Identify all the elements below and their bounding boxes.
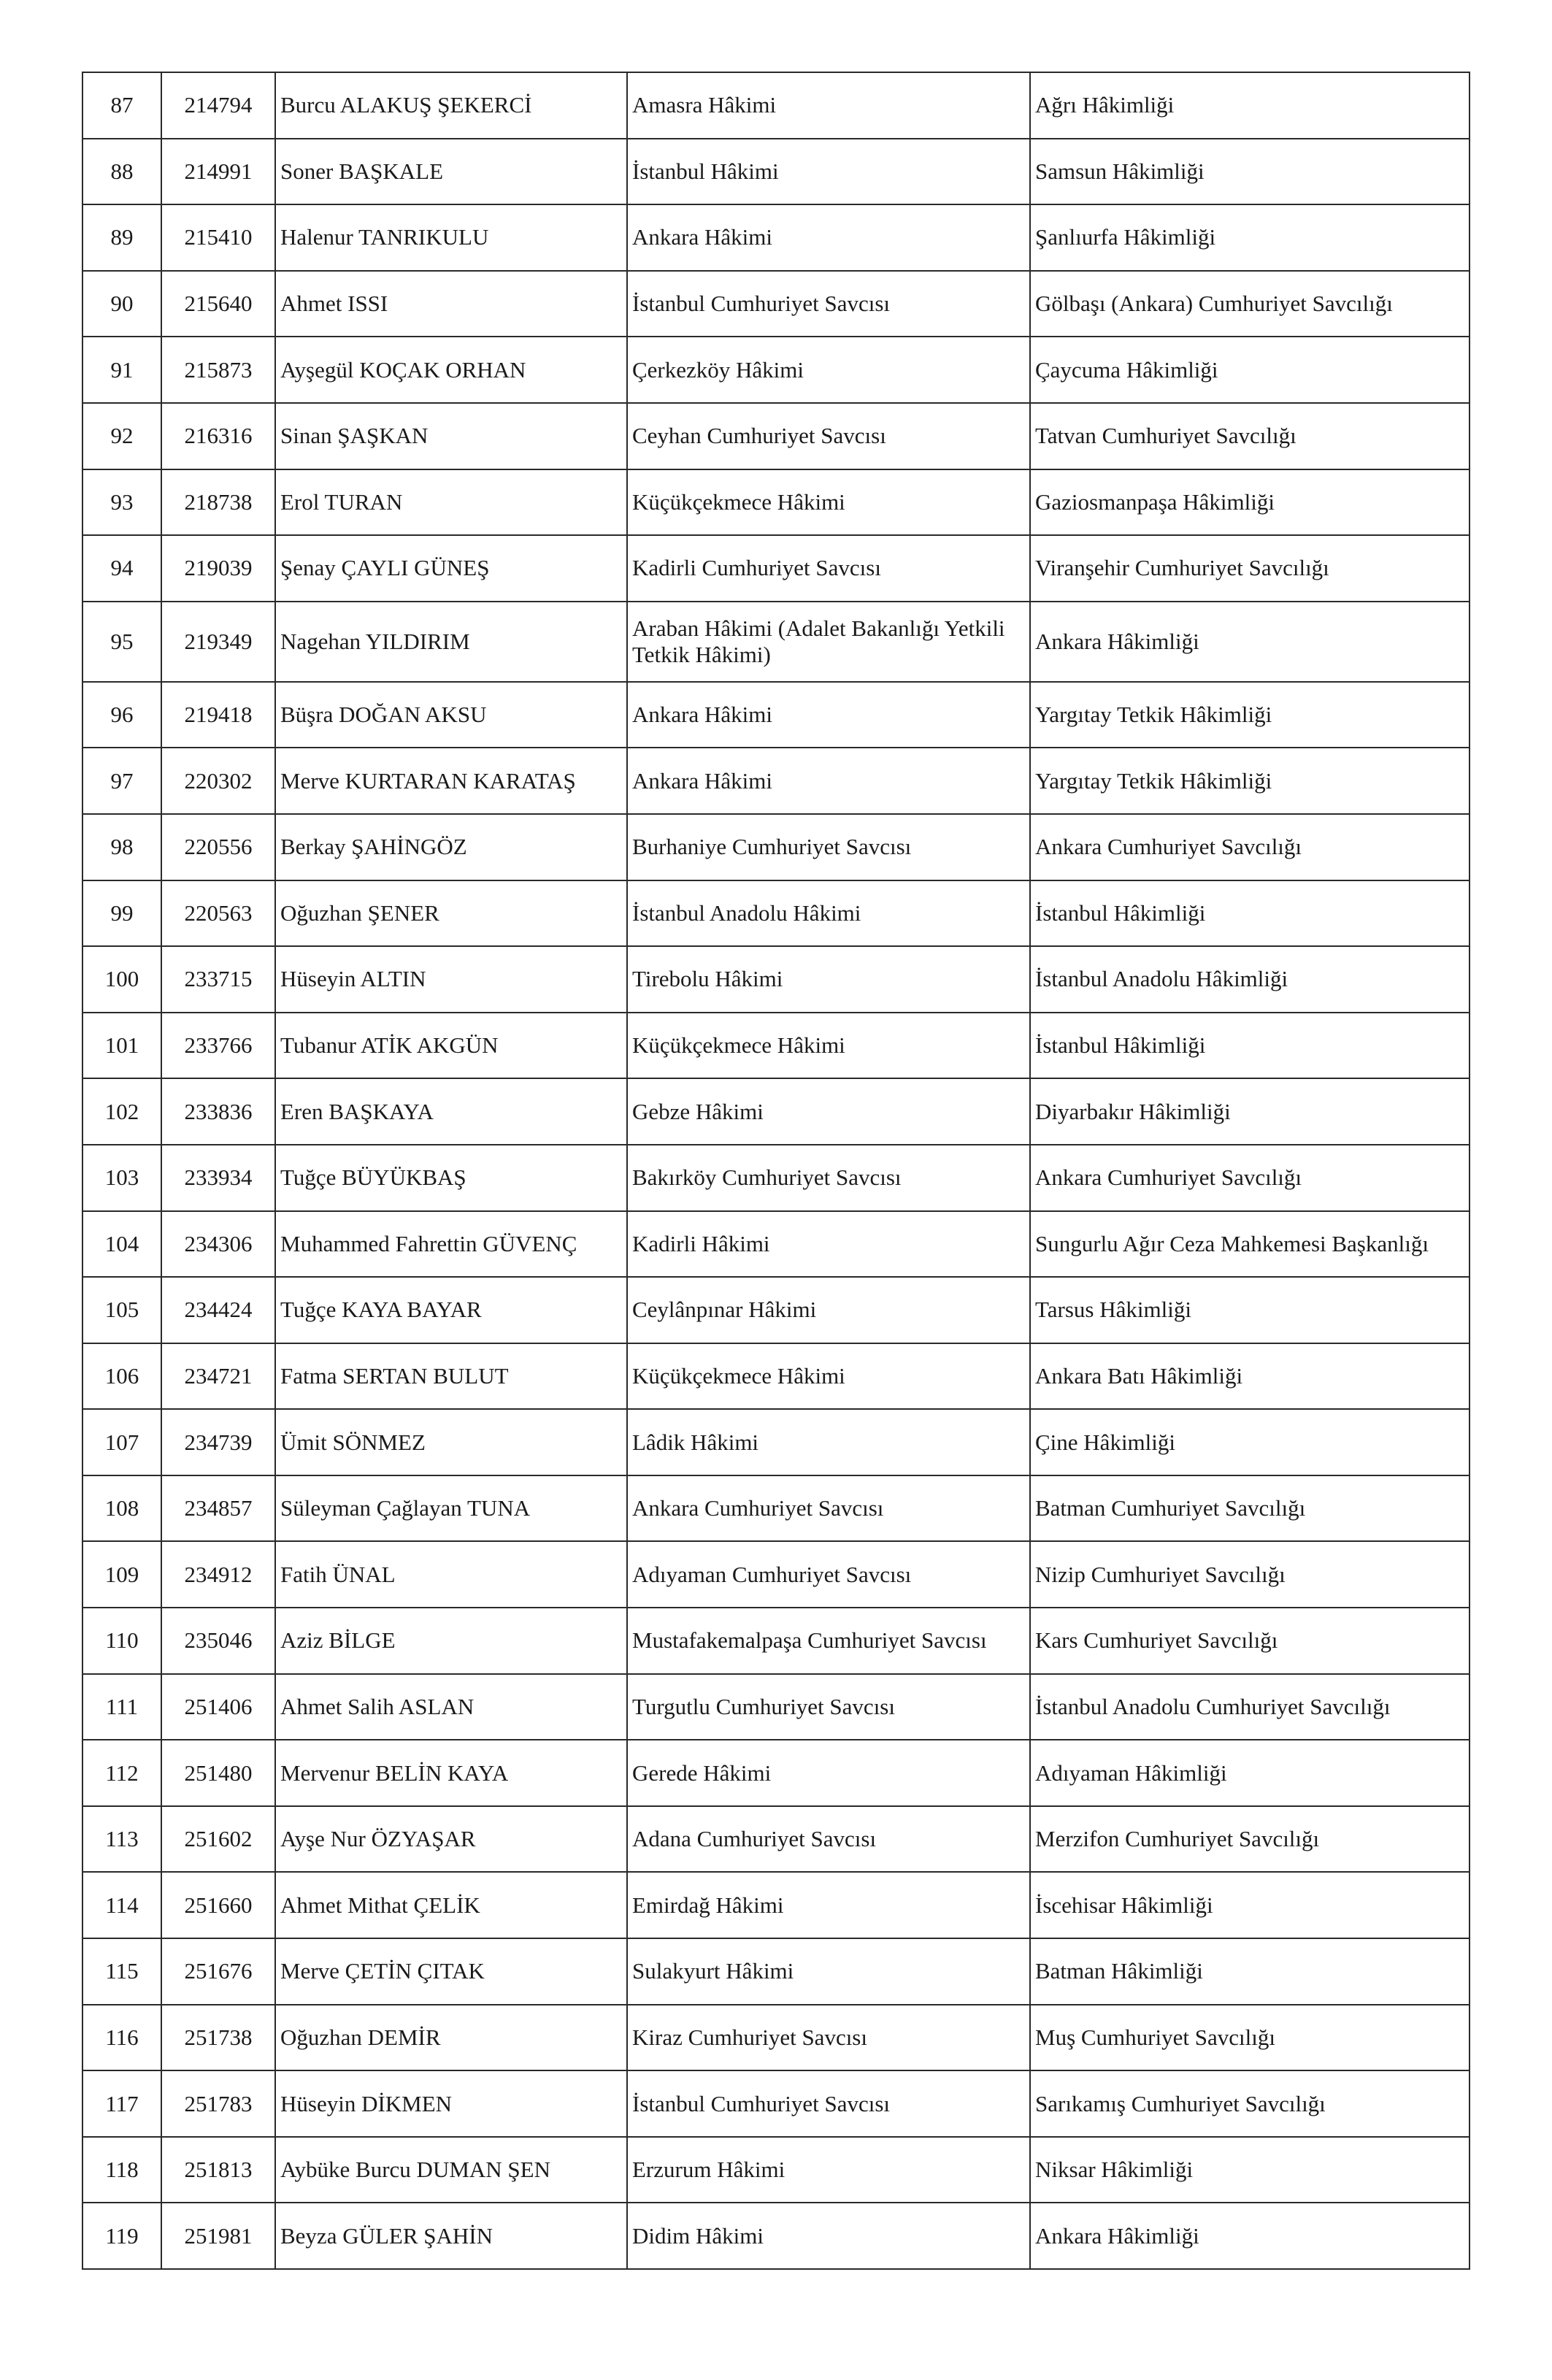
- person-name: Hüseyin ALTIN: [275, 946, 627, 1013]
- person-name: Nagehan YILDIRIM: [275, 602, 627, 682]
- appointed-position: Adıyaman Hâkimliği: [1030, 1740, 1470, 1806]
- appointed-position: Çaycuma Hâkimliği: [1030, 337, 1470, 403]
- person-name: Soner BAŞKALE: [275, 139, 627, 205]
- row-number: 113: [82, 1806, 161, 1873]
- registry-number: 219039: [161, 535, 275, 602]
- row-number: 105: [82, 1277, 161, 1343]
- table-row: [82, 1475, 1470, 1542]
- registry-number: 234306: [161, 1211, 275, 1278]
- row-number: 108: [82, 1475, 161, 1542]
- current-position: Amasra Hâkimi: [627, 72, 1030, 139]
- appointed-position: Gaziosmanpaşa Hâkimliği: [1030, 469, 1470, 536]
- person-name: Şenay ÇAYLI GÜNEŞ: [275, 535, 627, 602]
- row-number: 98: [82, 814, 161, 880]
- appointed-position: Muş Cumhuriyet Savcılığı: [1030, 2005, 1470, 2071]
- row-number: 100: [82, 946, 161, 1013]
- person-name: Ayşe Nur ÖZYAŞAR: [275, 1806, 627, 1873]
- person-name: Erol TURAN: [275, 469, 627, 536]
- row-number: 111: [82, 1674, 161, 1740]
- appointed-position: Ankara Hâkimliği: [1030, 2203, 1470, 2269]
- current-position: Burhaniye Cumhuriyet Savcısı: [627, 814, 1030, 880]
- current-position: Lâdik Hâkimi: [627, 1409, 1030, 1475]
- current-position: Ankara Cumhuriyet Savcısı: [627, 1475, 1030, 1542]
- appointed-position: Yargıtay Tetkik Hâkimliği: [1030, 748, 1470, 814]
- registry-number: 251813: [161, 2137, 275, 2203]
- current-position: Tirebolu Hâkimi: [627, 946, 1030, 1013]
- row-number: 114: [82, 1872, 161, 1938]
- current-position: Bakırköy Cumhuriyet Savcısı: [627, 1145, 1030, 1211]
- current-position: Araban Hâkimi (Adalet Bakanlığı Yetkili Tetkik Hâkimi): [627, 602, 1030, 682]
- row-number: 88: [82, 139, 161, 205]
- table-row: [82, 1541, 1470, 1608]
- current-position: Çerkezköy Hâkimi: [627, 337, 1030, 403]
- row-number: 101: [82, 1013, 161, 1079]
- appointed-position: Diyarbakır Hâkimliği: [1030, 1078, 1470, 1145]
- appointment-table: [82, 72, 1470, 2270]
- registry-number: 234424: [161, 1277, 275, 1343]
- registry-number: 234739: [161, 1409, 275, 1475]
- registry-number: 220563: [161, 880, 275, 947]
- current-position: Ankara Hâkimi: [627, 748, 1030, 814]
- table-row: [82, 1409, 1470, 1475]
- row-number: 93: [82, 469, 161, 536]
- registry-number: 219418: [161, 682, 275, 748]
- table-row: [82, 946, 1470, 1013]
- registry-number: 220556: [161, 814, 275, 880]
- registry-number: 235046: [161, 1608, 275, 1674]
- registry-number: 215640: [161, 271, 275, 337]
- row-number: 119: [82, 2203, 161, 2269]
- appointed-position: İscehisar Hâkimliği: [1030, 1872, 1470, 1938]
- person-name: Tuğçe KAYA BAYAR: [275, 1277, 627, 1343]
- current-position: Didim Hâkimi: [627, 2203, 1030, 2269]
- row-number: 102: [82, 1078, 161, 1145]
- registry-number: 218738: [161, 469, 275, 536]
- current-position: Adana Cumhuriyet Savcısı: [627, 1806, 1030, 1873]
- registry-number: 233836: [161, 1078, 275, 1145]
- current-position: Küçükçekmece Hâkimi: [627, 1343, 1030, 1410]
- registry-number: 214991: [161, 139, 275, 205]
- appointed-position: Niksar Hâkimliği: [1030, 2137, 1470, 2203]
- person-name: Burcu ALAKUŞ ŞEKERCİ: [275, 72, 627, 139]
- table-row: [82, 2005, 1470, 2071]
- row-number: 95: [82, 602, 161, 682]
- table-row: [82, 535, 1470, 602]
- registry-number: 220302: [161, 748, 275, 814]
- person-name: Oğuzhan ŞENER: [275, 880, 627, 947]
- appointed-position: Merzifon Cumhuriyet Savcılığı: [1030, 1806, 1470, 1873]
- appointed-position: Samsun Hâkimliği: [1030, 139, 1470, 205]
- table-row: [82, 72, 1470, 139]
- person-name: Büşra DOĞAN AKSU: [275, 682, 627, 748]
- person-name: Merve KURTARAN KARATAŞ: [275, 748, 627, 814]
- registry-number: 215410: [161, 204, 275, 271]
- current-position: Adıyaman Cumhuriyet Savcısı: [627, 1541, 1030, 1608]
- registry-number: 214794: [161, 72, 275, 139]
- row-number: 91: [82, 337, 161, 403]
- table-row: [82, 880, 1470, 947]
- appointment-table-body: [82, 72, 1470, 2269]
- table-row: [82, 1013, 1470, 1079]
- registry-number: 219349: [161, 602, 275, 682]
- table-row: [82, 1674, 1470, 1740]
- appointed-position: Ankara Hâkimliği: [1030, 602, 1470, 682]
- row-number: 92: [82, 403, 161, 469]
- row-number: 115: [82, 1938, 161, 2005]
- current-position: İstanbul Hâkimi: [627, 139, 1030, 205]
- registry-number: 233934: [161, 1145, 275, 1211]
- row-number: 90: [82, 271, 161, 337]
- row-number: 109: [82, 1541, 161, 1608]
- table-row: [82, 1938, 1470, 2005]
- table-row: [82, 1872, 1470, 1938]
- current-position: Kadirli Cumhuriyet Savcısı: [627, 535, 1030, 602]
- row-number: 112: [82, 1740, 161, 1806]
- table-row: [82, 1806, 1470, 1873]
- table-row: [82, 1078, 1470, 1145]
- row-number: 103: [82, 1145, 161, 1211]
- person-name: Fatih ÜNAL: [275, 1541, 627, 1608]
- row-number: 99: [82, 880, 161, 947]
- person-name: Ahmet Salih ASLAN: [275, 1674, 627, 1740]
- person-name: Muhammed Fahrettin GÜVENÇ: [275, 1211, 627, 1278]
- person-name: Aziz BİLGE: [275, 1608, 627, 1674]
- current-position: Turgutlu Cumhuriyet Savcısı: [627, 1674, 1030, 1740]
- table-row: [82, 271, 1470, 337]
- row-number: 107: [82, 1409, 161, 1475]
- person-name: Berkay ŞAHİNGÖZ: [275, 814, 627, 880]
- table-row: [82, 1211, 1470, 1278]
- person-name: Tuğçe BÜYÜKBAŞ: [275, 1145, 627, 1211]
- person-name: Ayşegül KOÇAK ORHAN: [275, 337, 627, 403]
- table-row: [82, 2203, 1470, 2269]
- appointed-position: Sungurlu Ağır Ceza Mahkemesi Başkanlığı: [1030, 1211, 1470, 1278]
- registry-number: 216316: [161, 403, 275, 469]
- person-name: Eren BAŞKAYA: [275, 1078, 627, 1145]
- current-position: Kiraz Cumhuriyet Savcısı: [627, 2005, 1030, 2071]
- person-name: Merve ÇETİN ÇITAK: [275, 1938, 627, 2005]
- current-position: Küçükçekmece Hâkimi: [627, 1013, 1030, 1079]
- person-name: Beyza GÜLER ŞAHİN: [275, 2203, 627, 2269]
- table-row: [82, 1740, 1470, 1806]
- appointed-position: Batman Hâkimliği: [1030, 1938, 1470, 2005]
- appointed-position: Tatvan Cumhuriyet Savcılığı: [1030, 403, 1470, 469]
- person-name: Oğuzhan DEMİR: [275, 2005, 627, 2071]
- current-position: Sulakyurt Hâkimi: [627, 1938, 1030, 2005]
- table-row: [82, 1277, 1470, 1343]
- current-position: Gerede Hâkimi: [627, 1740, 1030, 1806]
- current-position: İstanbul Anadolu Hâkimi: [627, 880, 1030, 947]
- table-row: [82, 1145, 1470, 1211]
- table-row: [82, 403, 1470, 469]
- table-row: [82, 337, 1470, 403]
- person-name: Mervenur BELİN KAYA: [275, 1740, 627, 1806]
- row-number: 87: [82, 72, 161, 139]
- person-name: Sinan ŞAŞKAN: [275, 403, 627, 469]
- appointed-position: Batman Cumhuriyet Savcılığı: [1030, 1475, 1470, 1542]
- person-name: Süleyman Çağlayan TUNA: [275, 1475, 627, 1542]
- current-position: Emirdağ Hâkimi: [627, 1872, 1030, 1938]
- registry-number: 251602: [161, 1806, 275, 1873]
- appointed-position: Nizip Cumhuriyet Savcılığı: [1030, 1541, 1470, 1608]
- person-name: Hüseyin DİKMEN: [275, 2070, 627, 2137]
- appointed-position: Sarıkamış Cumhuriyet Savcılığı: [1030, 2070, 1470, 2137]
- table-row: [82, 748, 1470, 814]
- registry-number: 233766: [161, 1013, 275, 1079]
- registry-number: 234912: [161, 1541, 275, 1608]
- appointed-position: Ankara Cumhuriyet Savcılığı: [1030, 814, 1470, 880]
- appointed-position: İstanbul Hâkimliği: [1030, 880, 1470, 947]
- registry-number: 251738: [161, 2005, 275, 2071]
- appointed-position: Kars Cumhuriyet Savcılığı: [1030, 1608, 1470, 1674]
- person-name: Halenur TANRIKULU: [275, 204, 627, 271]
- table-row: [82, 2137, 1470, 2203]
- current-position: Ankara Hâkimi: [627, 204, 1030, 271]
- current-position: İstanbul Cumhuriyet Savcısı: [627, 2070, 1030, 2137]
- appointed-position: Ankara Batı Hâkimliği: [1030, 1343, 1470, 1410]
- person-name: Fatma SERTAN BULUT: [275, 1343, 627, 1410]
- registry-number: 234721: [161, 1343, 275, 1410]
- table-row: [82, 2070, 1470, 2137]
- current-position: Ankara Hâkimi: [627, 682, 1030, 748]
- row-number: 97: [82, 748, 161, 814]
- registry-number: 233715: [161, 946, 275, 1013]
- table-row: [82, 602, 1470, 682]
- current-position: İstanbul Cumhuriyet Savcısı: [627, 271, 1030, 337]
- registry-number: 251676: [161, 1938, 275, 2005]
- row-number: 104: [82, 1211, 161, 1278]
- person-name: Aybüke Burcu DUMAN ŞEN: [275, 2137, 627, 2203]
- current-position: Ceyhan Cumhuriyet Savcısı: [627, 403, 1030, 469]
- appointed-position: Viranşehir Cumhuriyet Savcılığı: [1030, 535, 1470, 602]
- table-row: [82, 1608, 1470, 1674]
- row-number: 106: [82, 1343, 161, 1410]
- appointed-position: İstanbul Anadolu Hâkimliği: [1030, 946, 1470, 1013]
- registry-number: 251660: [161, 1872, 275, 1938]
- current-position: Gebze Hâkimi: [627, 1078, 1030, 1145]
- appointed-position: Ağrı Hâkimliği: [1030, 72, 1470, 139]
- person-name: Tubanur ATİK AKGÜN: [275, 1013, 627, 1079]
- appointed-position: Yargıtay Tetkik Hâkimliği: [1030, 682, 1470, 748]
- person-name: Ahmet ISSI: [275, 271, 627, 337]
- current-position: Ceylânpınar Hâkimi: [627, 1277, 1030, 1343]
- row-number: 118: [82, 2137, 161, 2203]
- person-name: Ahmet Mithat ÇELİK: [275, 1872, 627, 1938]
- row-number: 117: [82, 2070, 161, 2137]
- row-number: 96: [82, 682, 161, 748]
- current-position: Mustafakemalpaşa Cumhuriyet Savcısı: [627, 1608, 1030, 1674]
- table-row: [82, 204, 1470, 271]
- person-name: Ümit SÖNMEZ: [275, 1409, 627, 1475]
- table-row: [82, 682, 1470, 748]
- appointed-position: Şanlıurfa Hâkimliği: [1030, 204, 1470, 271]
- registry-number: 251981: [161, 2203, 275, 2269]
- current-position: Kadirli Hâkimi: [627, 1211, 1030, 1278]
- current-position: Erzurum Hâkimi: [627, 2137, 1030, 2203]
- table-row: [82, 139, 1470, 205]
- table-row: [82, 1343, 1470, 1410]
- current-position: Küçükçekmece Hâkimi: [627, 469, 1030, 536]
- appointed-position: Çine Hâkimliği: [1030, 1409, 1470, 1475]
- appointed-position: Gölbaşı (Ankara) Cumhuriyet Savcılığı: [1030, 271, 1470, 337]
- row-number: 94: [82, 535, 161, 602]
- registry-number: 251406: [161, 1674, 275, 1740]
- appointed-position: İstanbul Anadolu Cumhuriyet Savcılığı: [1030, 1674, 1470, 1740]
- row-number: 116: [82, 2005, 161, 2071]
- registry-number: 215873: [161, 337, 275, 403]
- registry-number: 234857: [161, 1475, 275, 1542]
- appointed-position: Ankara Cumhuriyet Savcılığı: [1030, 1145, 1470, 1211]
- registry-number: 251783: [161, 2070, 275, 2137]
- appointed-position: İstanbul Hâkimliği: [1030, 1013, 1470, 1079]
- appointed-position: Tarsus Hâkimliği: [1030, 1277, 1470, 1343]
- row-number: 110: [82, 1608, 161, 1674]
- table-row: [82, 469, 1470, 536]
- registry-number: 251480: [161, 1740, 275, 1806]
- row-number: 89: [82, 204, 161, 271]
- table-row: [82, 814, 1470, 880]
